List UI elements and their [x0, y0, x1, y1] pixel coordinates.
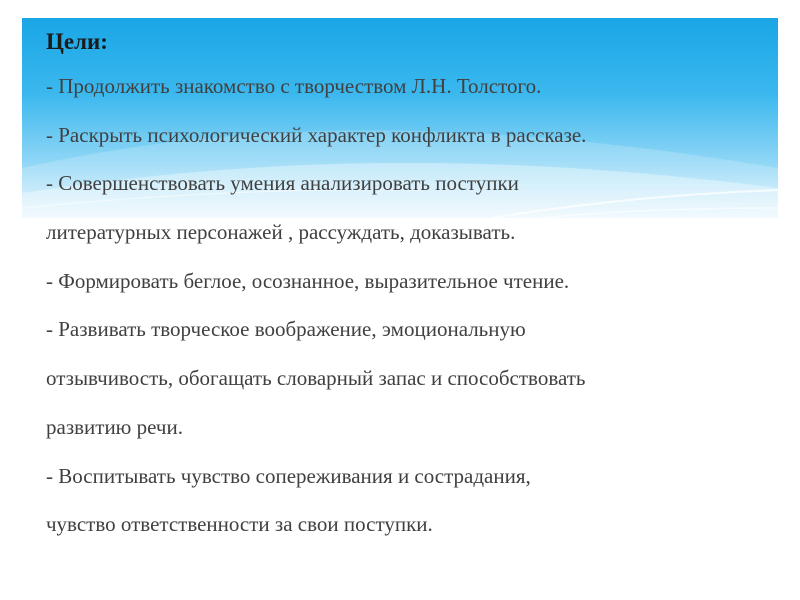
goal-line: чувство ответственности за свои поступки. [46, 512, 433, 537]
goal-line: - Воспитывать чувство сопереживания и сострадания, [46, 463, 531, 488]
goal-line: развитию речи. [46, 414, 183, 439]
goals-text-block [46, 22, 766, 549]
goal-line: отзывчивость, обогащать словарный запас и способствовать [46, 366, 586, 391]
goal-line: - Развивать творческое воображение, эмоциональную [46, 317, 526, 342]
goal-line: - Совершенствовать умения анализировать поступки [46, 171, 519, 196]
goal-line: - Формировать беглое, осознанное, выразительное чтение. [46, 268, 570, 293]
goal-line: литературных персонажей , рассуждать, доказывать. [46, 220, 516, 245]
goal-line: - Продолжить знакомство с творчеством Л.Н. Толстого. [46, 74, 542, 98]
goal-line: - Раскрыть психологический характер конфликта в рассказе. [46, 122, 587, 147]
slide-title: Цели: [46, 29, 108, 54]
